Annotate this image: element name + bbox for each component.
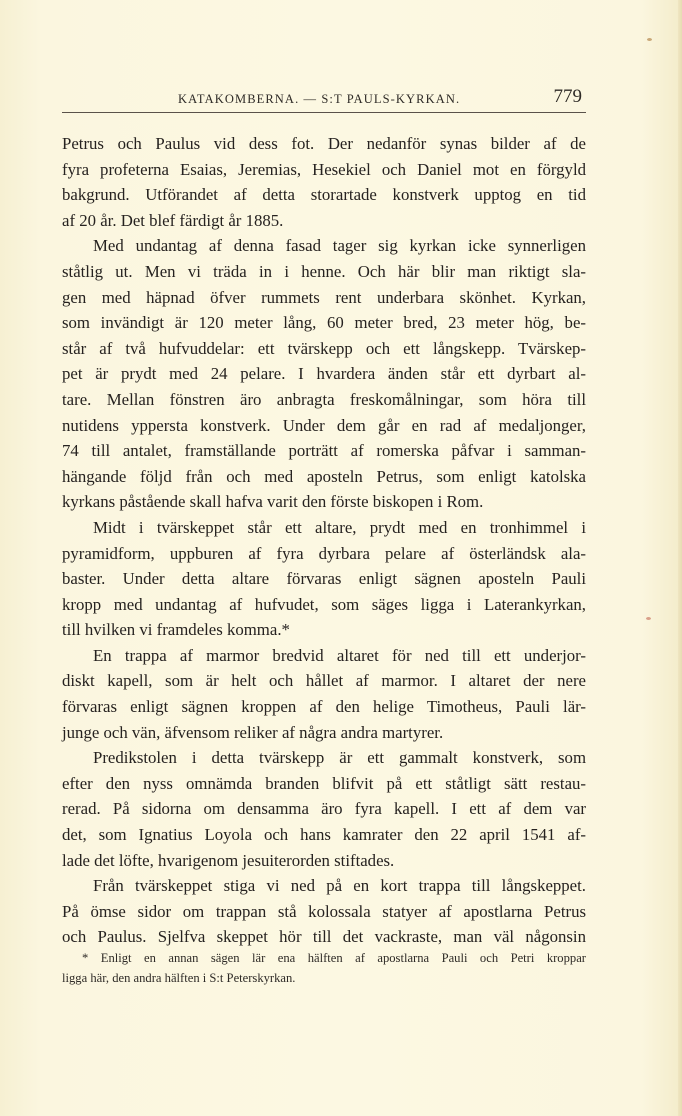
paper-speck <box>647 38 652 41</box>
text-line: förvaras enligt sägnen kroppen af den helige Timotheus, Pauli lär- <box>62 697 586 717</box>
footnote-line: * Enligt en annan sägen lär ena hälften af apostlarna Pauli och Petri kroppar <box>82 951 586 965</box>
text-line: Predikstolen i detta tvärskepp är ett gammalt konstverk, som <box>93 748 586 768</box>
text-line: lade det löfte, hvarigenom jesuiterorden stiftades. <box>62 850 395 870</box>
text-line: kyrkans påstående skall hafva varit den förste biskopen i Rom. <box>62 492 484 512</box>
text-line: Petrus och Paulus vid dess fot. Der nedanför synas bilder af de <box>62 134 586 153</box>
paper-speck <box>646 617 651 620</box>
text-line: pyramidform, uppburen af fyra dyrbara pelare af österländsk ala- <box>62 543 586 563</box>
text-line: En trappa af marmor bredvid altaret för ned till ett underjor- <box>93 645 586 665</box>
text-line: gen med häpnad öfver rummets rent underbara skönhet. Kyrkan, <box>62 287 586 307</box>
text-line: står af två hufvuddelar: ett tvärskepp och ett långskepp. Tvärskep- <box>62 338 586 358</box>
text-line: junge och vän, äfvensom reliker af några andra martyrer. <box>62 722 444 742</box>
text-line: af 20 år. Det blef färdigt år 1885. <box>62 210 284 230</box>
text-line: till hvilken vi framdeles komma.* <box>62 620 290 640</box>
text-line: kropp med undantag af hufvudet, som säges ligga i Laterankyrkan, <box>62 594 586 614</box>
text-line: Med undantag af denna fasad tager sig kyrkan icke synnerligen <box>93 236 586 256</box>
text-line: pet är prydt med 24 pelare. I hvardera änden står ett dyrbart al- <box>62 364 586 384</box>
text-line: fyra profeterna Esaias, Jeremias, Hesekiel och Daniel mot en förgyld <box>62 159 586 179</box>
text-line: nutidens yppersta konstverk. Under dem går en rad af medaljonger, <box>62 415 586 435</box>
text-line: Midt i tvärskeppet står ett altare, prydt med en tronhimmel i <box>93 517 586 537</box>
text-line: tare. Mellan fönstren äro anbragta freskomålningar, som höra till <box>62 389 586 409</box>
text-line: På ömse sidor om trappan stå kolossala statyer af apostlarna Petrus <box>62 901 586 921</box>
page-number: 779 <box>553 86 582 107</box>
body-text <box>62 131 586 950</box>
text-line: bakgrund. Utförandet af detta storartade konstverk upptog en tid <box>62 185 586 205</box>
footnote-line: ligga här, den andra hälften i S:t Peterskyrkan. <box>62 971 296 985</box>
text-line: diskt kapell, som är helt och hållet af marmor. I altaret der nere <box>62 671 586 691</box>
text-line: Från tvärskeppet stiga vi ned på en kort trappa till långskeppet. <box>93 876 586 896</box>
text-line: hängande följd från och med aposteln Petrus, som enligt katolska <box>62 466 586 486</box>
running-head: KATAKOMBERNA. — S:T PAULS-KYRKAN. <box>178 92 461 106</box>
text-line: ståtlig ut. Men vi träda in i henne. Och här blir man riktigt sla- <box>62 261 586 281</box>
text-line: som invändigt är 120 meter lång, 60 meter bred, 23 meter hög, be- <box>62 313 586 333</box>
text-line: det, som Ignatius Loyola och hans kamrater den 22 april 1541 af- <box>62 825 586 845</box>
footnote <box>62 948 586 988</box>
page-header <box>62 84 586 114</box>
text-line: baster. Under detta altare förvaras enligt sägnen aposteln Pauli <box>62 569 586 589</box>
header-rule <box>62 112 586 113</box>
text-line: 74 till antalet, framställande porträtt af romerska påfvar i samman- <box>62 441 586 461</box>
page-edge <box>678 0 682 1116</box>
text-line: rerad. På sidorna om densamma äro fyra kapell. I ett af dem var <box>62 799 586 819</box>
text-line: efter den nyss omnämda branden blifvit på ett ståtligt sätt restau- <box>62 773 586 793</box>
text-line: och Paulus. Sjelfva skeppet hör till det vackraste, man väl någonsin <box>62 927 586 947</box>
